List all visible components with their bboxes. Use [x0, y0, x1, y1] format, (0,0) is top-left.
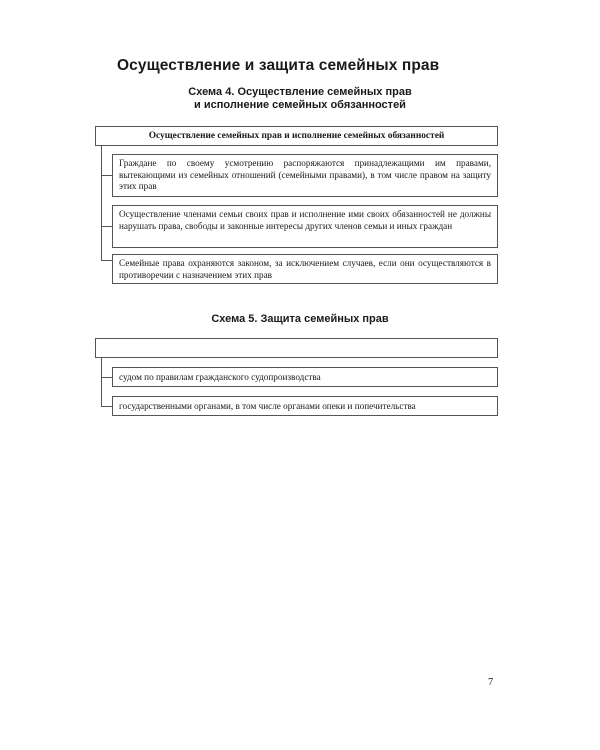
scheme-5-connector-vertical	[101, 358, 102, 406]
scheme-4-title-line-2: и исполнение семейных обязанностей	[194, 99, 406, 111]
scheme-4-item-3: Семейные права охраняются законом, за исключением случаев, если они осуществляются в противоречии с назначением этих прав	[112, 254, 498, 284]
scheme-5-connector-branch-1	[101, 377, 112, 378]
page-number: 7	[488, 677, 494, 688]
scheme-5-title: Схема 5. Защита семейных прав	[211, 313, 389, 325]
scheme-4-connector-branch-3	[101, 260, 112, 261]
scheme-4-title-line-1: Схема 4. Осуществление семейных прав	[188, 86, 412, 98]
scheme-4-connector-branch-1	[101, 175, 112, 176]
scheme-4-item-1: Граждане по своему усмотрению распоряжаются принадлежащими им правами, вытекающими из семейных отношений (семейными правами), в том числе правом на защиту этих прав	[112, 154, 498, 197]
scheme-4-title	[0, 86, 600, 112]
scheme-5-header-box	[95, 338, 498, 358]
scheme-5-connector-branch-2	[101, 406, 112, 407]
scheme-4-item-2: Осуществление членами семьи своих прав и исполнение ими своих обязанностей не должны нарушать права, свободы и законные интересы других членов семьи и иных граждан	[112, 205, 498, 248]
scheme-4-connector-vertical	[101, 146, 102, 261]
page-title: Осуществление и защита семейных прав	[117, 57, 440, 74]
scheme-4-header-box: Осуществление семейных прав и исполнение семейных обязанностей	[95, 126, 498, 146]
scheme-5-item-1: судом по правилам гражданского судопроизводства	[112, 367, 498, 387]
scheme-4-connector-branch-2	[101, 226, 112, 227]
scheme-5-item-2: государственными органами, в том числе органами опеки и попечительства	[112, 396, 498, 416]
